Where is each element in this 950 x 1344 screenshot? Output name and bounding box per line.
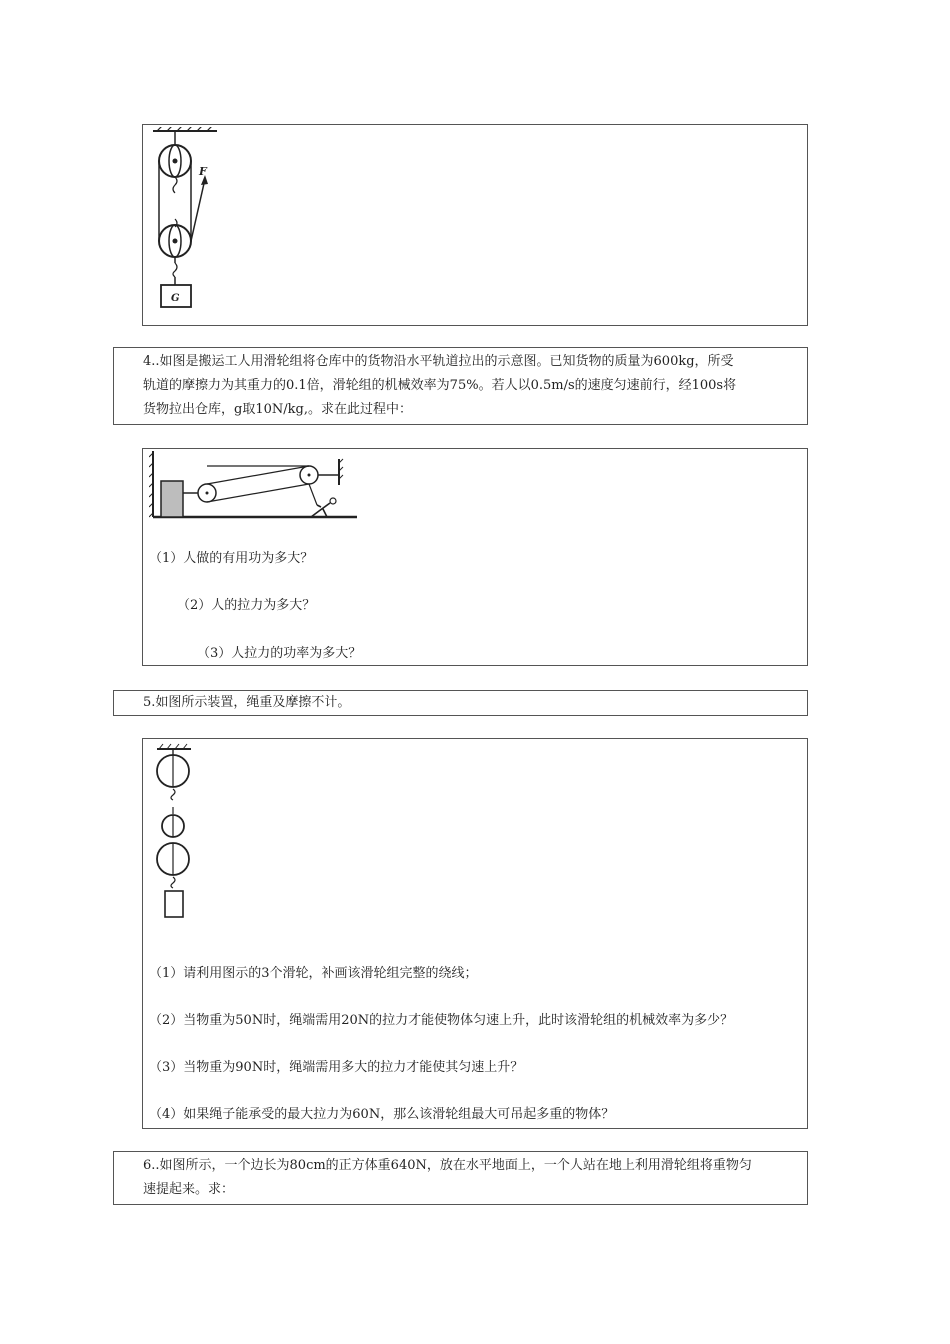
weight-label: G [171,293,180,304]
q5-sub-2: （2）当物重为50N时，绳端需用20N的拉力才能使物体匀速上升，此时该滑轮组的机械效率为多少？ [149,1013,734,1028]
q6-box [113,1151,808,1205]
q4-sub-2: （2）人的拉力为多大？ [177,598,316,613]
q6-line-2: 速提起来。求： [143,1182,235,1197]
q5-figure-box [142,738,808,1129]
q4-line-1: 4..如图是搬运工人用滑轮组将仓库中的货物沿水平轨道拉出的示意图。已知货物的质量为600kg，所受 [143,354,734,369]
three-pulley-figure [151,741,207,921]
q5-sub-4: （4）如果绳子能承受的最大拉力为60N，那么该滑轮组最大可吊起多重的物体？ [149,1107,615,1122]
q4-figure-box [142,448,808,666]
warehouse-pulley-figure [149,451,359,523]
q4-sub-1: （1）人做的有用功为多大？ [149,551,314,566]
q4-sub-3: （3）人拉力的功率为多大？ [197,646,362,661]
q5-sub-1: （1）请利用图示的3个滑轮，补画该滑轮组完整的绕线； [149,966,478,981]
q4-line-2: 轨道的摩擦力为其重力的0.1倍，滑轮组的机械效率为75%。若人以0.5m/s的速度匀速前行，经100s将 [143,378,737,393]
figure1-box [142,124,808,326]
q5-sub-3: （3）当物重为90N时，绳端需用多大的拉力才能使其匀速上升？ [149,1060,524,1075]
pulley-system-figure [147,127,227,317]
q4-box [113,347,808,425]
q4-line-3: 货物拉出仓库，g取10N/kg,。求在此过程中： [143,402,412,417]
q5-intro: 5.如图所示装置，绳重及摩擦不计。 [143,695,351,710]
q6-line-1: 6..如图所示，一个边长为80cm的正方体重640N，放在水平地面上，一个人站在地上利用滑轮组将重物匀 [143,1158,752,1173]
q5-box [113,690,808,716]
force-label: F [199,165,207,178]
